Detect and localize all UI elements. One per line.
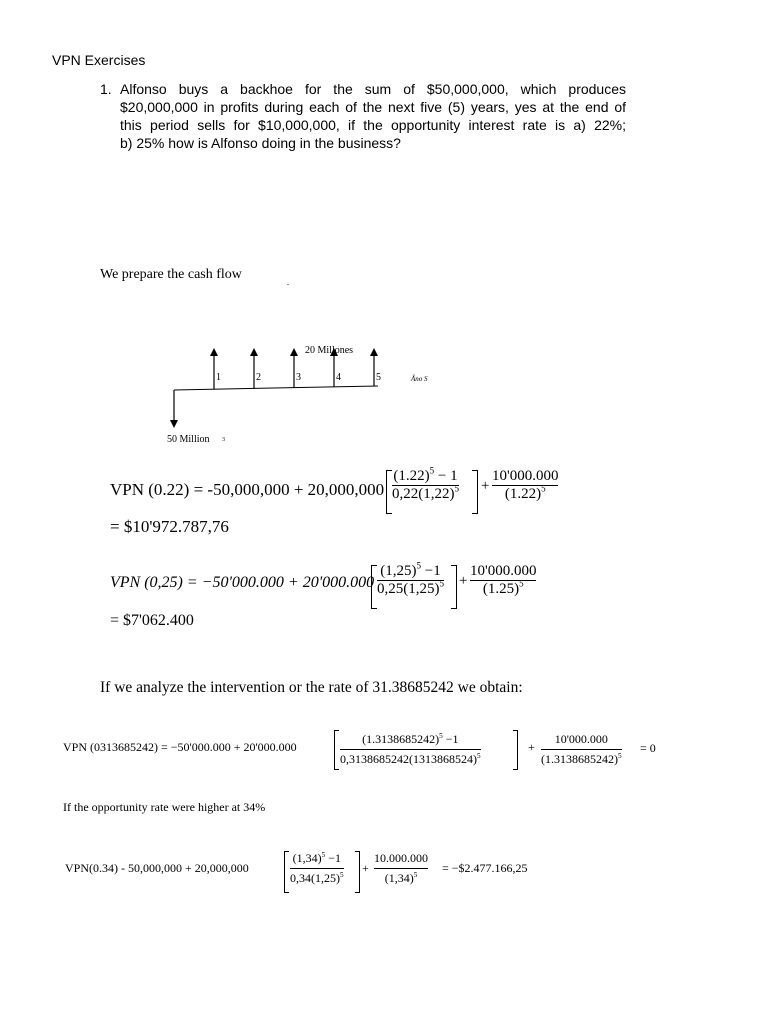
period-label: 1 [216,372,221,383]
plus-sign: + [481,478,490,494]
salvage-fraction [492,468,558,503]
period-label: 5 [376,372,381,383]
numerator: 10'000.000 [492,468,559,484]
denominator: $0,3138685242(1313868524)^5$ [340,751,481,766]
salvage-fraction [374,851,428,886]
analysis-heading: If we analyze the intervention or the rate of 31.38685242 we obtain: [100,679,523,696]
equation-result: = 0 [640,741,656,755]
equation-result: = −$2.477.166,25 [442,861,528,875]
page-title: VPN Exercises [52,52,146,68]
axis-label: Âno S [411,375,428,383]
period-label: 4 [336,372,341,383]
cashflow-diagram [160,338,460,448]
annuity-fraction [290,851,344,886]
numerator: 10.000.000 [374,851,428,865]
time-axis [174,386,378,390]
annuity-fraction [392,465,459,503]
problem-body [120,80,626,152]
higher-rate-heading: If the opportunity rate were higher at 34% [63,800,266,814]
denominator: $(1,34)^5$ [384,870,418,885]
denominator: $(1.3138685242)^5$ [541,751,622,766]
numerator: 10'000.000 [470,563,537,579]
right-bracket [472,470,478,514]
left-bracket [334,730,339,770]
problem-statement [100,80,626,152]
left-bracket [284,851,289,893]
numerator: $(1,34)^5 -1$ [292,850,341,865]
outflow-label-suffix: 3 [222,437,225,443]
equation-result: = $10'972.787,76 [110,517,229,536]
salvage-fraction [470,563,536,598]
period-label: 3 [296,372,301,383]
equation-lhs: VPN (0,25) = −50'000.000 + 20'000.000 [110,574,375,591]
plus-sign: + [362,861,369,875]
numerator: 10'000.000 [554,732,608,746]
equation-result: = $7'062.400 [110,612,194,629]
numerator: $(1.22)^5 - 1$ [393,465,458,484]
right-bracket [513,730,518,770]
equation-lhs: VPN (0313685242) = −50'000.000 + 20'000.000 [63,740,297,754]
problem-line: Alfonso buys a backhoe for the sum of $50,000,000, which produces [120,81,626,97]
plus-sign: + [528,740,535,754]
problem-number: 1. [100,81,112,97]
denominator: $(1.22)^5$ [504,483,546,502]
denominator: $(1.25)^5$ [482,578,524,597]
problem-line: this period sells for $10,000,000, if the opportunity interest rate is a) 22%; [120,117,626,133]
denominator: $0,34(1,25)^5$ [290,870,344,885]
denominator: $0,22(1,22)^5$ [392,483,459,502]
period-label: 2 [256,372,261,383]
problem-line: $20,000,000 in profits during each of the next five (5) years, yes at the end of [120,99,626,115]
stray-mark [287,284,289,285]
outflow-label: 50 Million [167,434,210,445]
inflow-label: 20 Millones [305,345,354,356]
problem-line: b) 25% how is Alfonso doing in the business? [120,135,401,151]
numerator: $(1.3138685242)^5 -1$ [362,731,459,746]
right-bracket [451,565,457,609]
plus-sign: + [459,573,468,589]
equation-lhs: VPN(0.34) - 50,000,000 + 20,000,000 [65,861,249,875]
annuity-fraction [340,732,481,767]
numerator: $(1,25)^5 -1$ [380,560,441,579]
cashflow-heading: We prepare the cash flow [100,267,242,282]
right-bracket [355,851,360,893]
denominator: $0,25(1,25)^5$ [377,578,444,597]
equation-lhs: VPN (0.22) = -50,000,000 + 20,000,000 [110,480,385,499]
salvage-fraction [541,732,622,767]
annuity-fraction [377,560,444,598]
